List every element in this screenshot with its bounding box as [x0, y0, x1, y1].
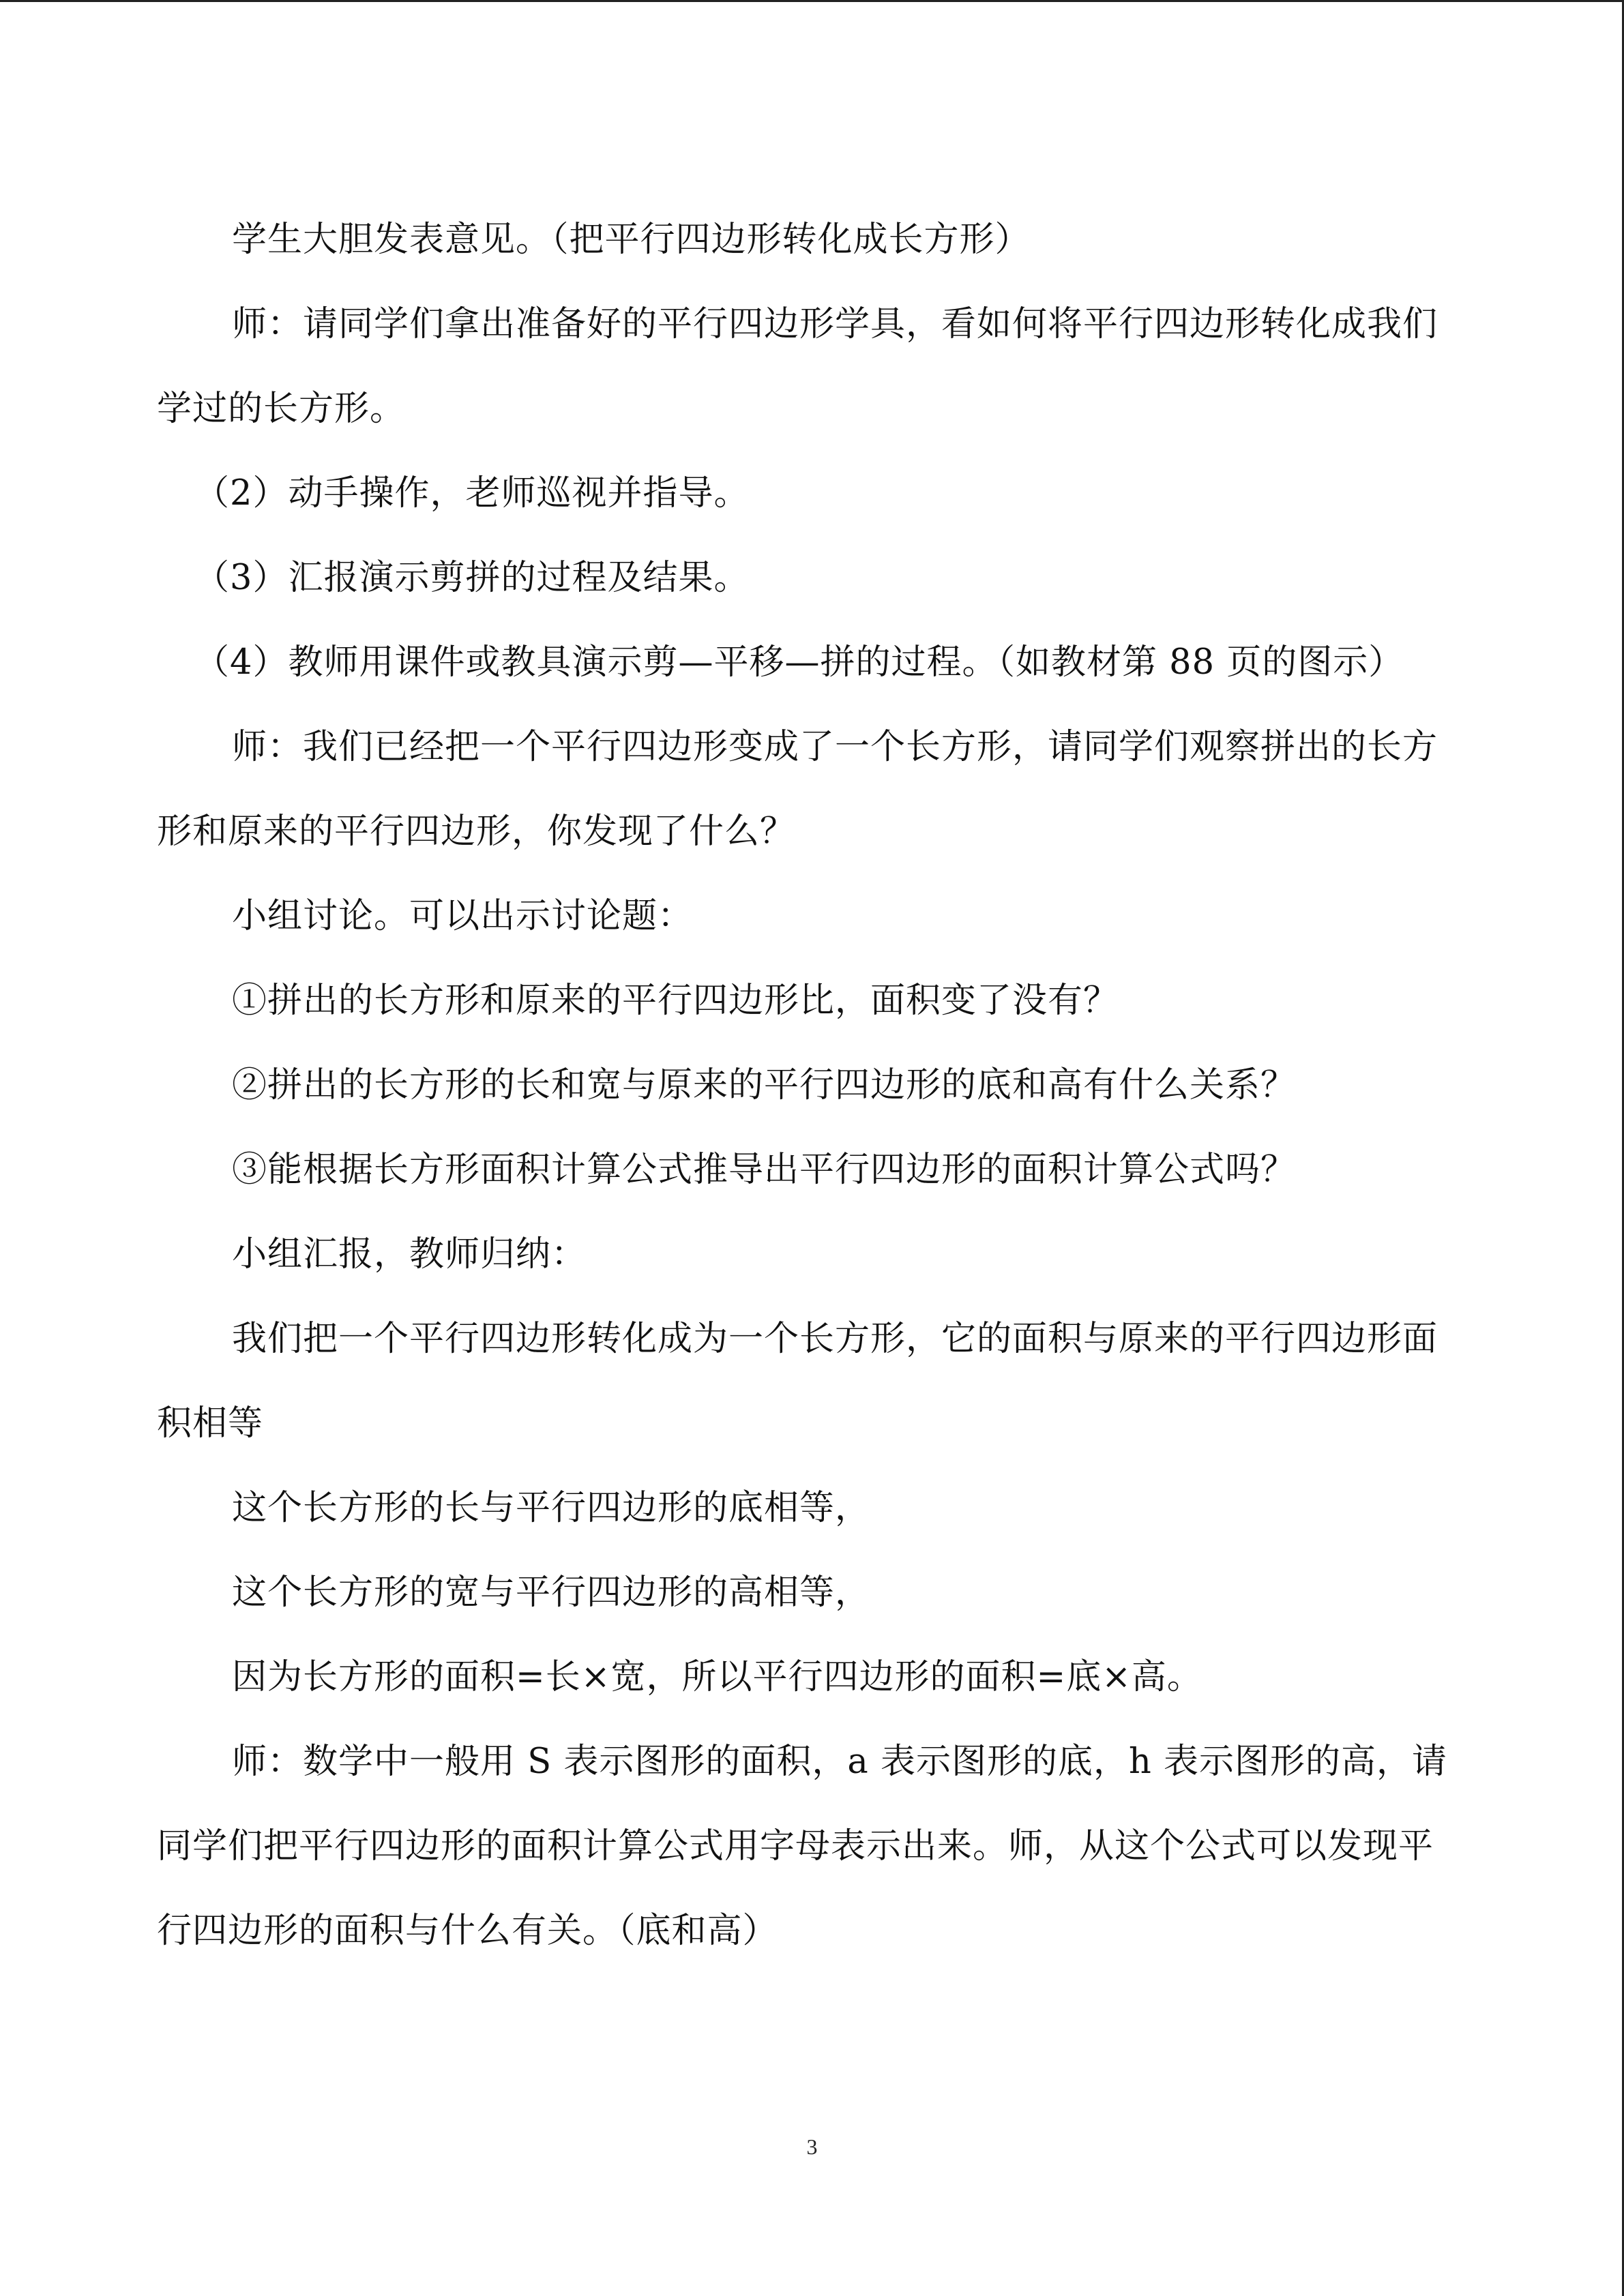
- paragraph-conclusion-area: 我们把一个平行四边形转化成为一个长方形，它的面积与原来的平行四边形面积相等: [157, 1319, 1438, 1444]
- paragraph-conclusion-length: 这个长方形的长与平行四边形的底相等，: [232, 1488, 871, 1528]
- paragraph-question-1: ①拼出的长方形和原来的平行四边形比，面积变了没有？: [232, 981, 1119, 1021]
- paragraph-step-4: （4）教师用课件或教具演示剪—平移—拼的过程。（如教材第 88 页的图示）: [194, 642, 1404, 683]
- paragraph-teacher-observe: 师：我们已经把一个平行四边形变成了一个长方形，请同学们观察拼出的长方形和原来的平行四边形，你发现了什么？: [157, 727, 1438, 852]
- paragraph-question-3: ③能根据长方形面积计算公式推导出平行四边形的面积计算公式吗？: [232, 1150, 1297, 1190]
- paragraph-student-opinion: 学生大胆发表意见。（把平行四边形转化成长方形）: [232, 220, 1031, 260]
- paragraph-teacher-instruction: 师：请同学们拿出准备好的平行四边形学具，看如何将平行四边形转化成我们学过的长方形。: [157, 304, 1438, 429]
- paragraph-group-discussion: 小组讨论。可以出示讨论题：: [232, 896, 694, 936]
- paragraph-step-3: （3）汇报演示剪拼的过程及结果。: [194, 558, 750, 598]
- paragraph-step-2: （2）动手操作，老师巡视并指导。: [194, 473, 750, 513]
- page-number: 3: [806, 2134, 818, 2159]
- paragraph-group-report: 小组汇报，教师归纳：: [232, 1234, 587, 1274]
- paragraph-formula: 因为长方形的面积=长×宽，所以平行四边形的面积=底×高。: [232, 1657, 1202, 1697]
- document-body: [157, 198, 1456, 1973]
- paragraph-question-2: ②拼出的长方形的长和宽与原来的平行四边形的底和高有什么关系？: [232, 1065, 1297, 1105]
- paragraph-letter-formula: 师：数学中一般用 S 表示图形的面积，a 表示图形的底，h 表示图形的高，请同学们把平行四边形的面积计算公式用字母表示出来。师，从这个公式可以发现平行四边形的面积与什么有关。（底和高）: [157, 1742, 1448, 1951]
- paragraph-conclusion-width: 这个长方形的宽与平行四边形的高相等，: [232, 1572, 871, 1613]
- page-border-top: [0, 0, 1624, 2]
